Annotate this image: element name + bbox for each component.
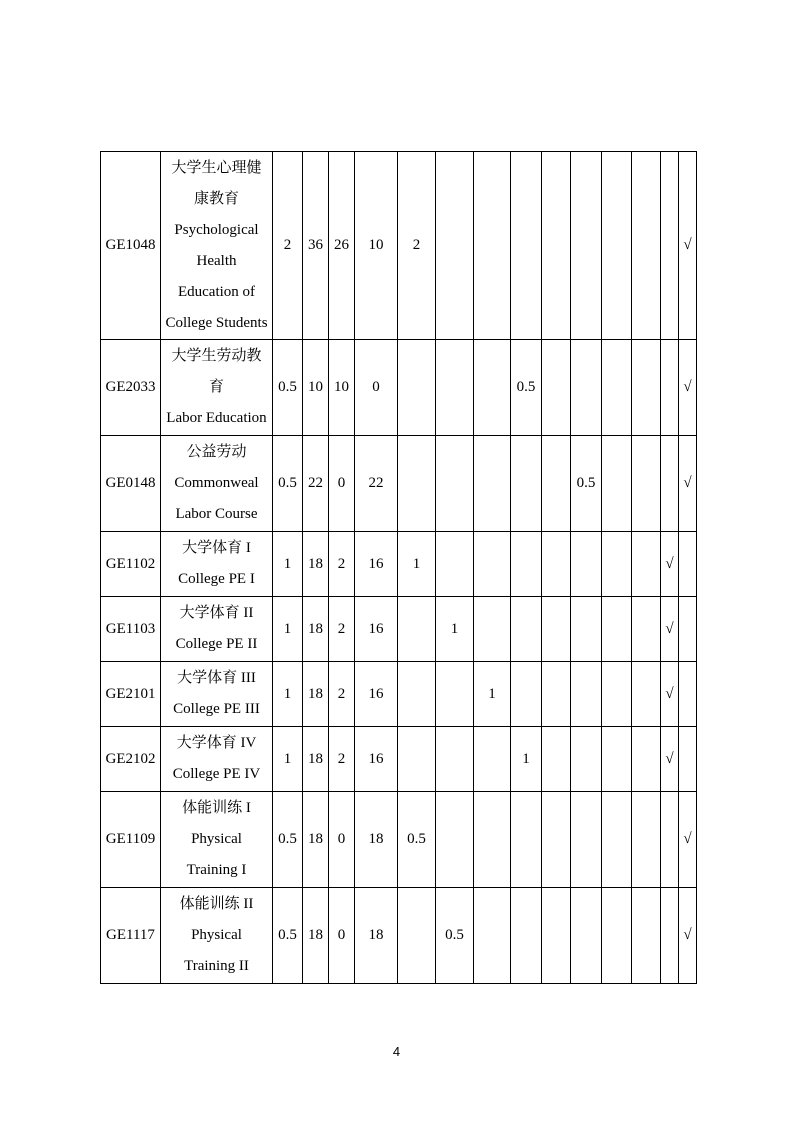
value-cell: 1 xyxy=(273,662,303,727)
value-cell xyxy=(571,888,602,984)
value-cell: 10 xyxy=(303,340,329,436)
value-cell: 0.5 xyxy=(571,436,602,532)
table-row xyxy=(101,792,697,888)
course-name-cell xyxy=(161,532,273,597)
value-cell xyxy=(602,888,632,984)
course-name-cell xyxy=(161,152,273,340)
value-cell: 18 xyxy=(355,792,398,888)
value-cell: 1 xyxy=(474,662,511,727)
value-cell xyxy=(398,662,436,727)
value-cell xyxy=(571,662,602,727)
value-cell xyxy=(602,662,632,727)
value-cell xyxy=(661,152,679,340)
table-body xyxy=(101,152,697,984)
value-cell: 18 xyxy=(303,597,329,662)
value-cell xyxy=(632,792,661,888)
value-cell xyxy=(602,792,632,888)
value-cell: 0.5 xyxy=(273,436,303,532)
value-cell xyxy=(436,152,474,340)
course-name-line: College PE III xyxy=(173,701,260,717)
value-cell: 1 xyxy=(511,727,542,792)
value-cell xyxy=(632,532,661,597)
value-cell xyxy=(542,597,571,662)
value-cell: √ xyxy=(679,340,697,436)
value-cell xyxy=(511,152,542,340)
value-cell: 0.5 xyxy=(273,340,303,436)
value-cell xyxy=(542,727,571,792)
value-cell xyxy=(542,662,571,727)
value-cell xyxy=(679,597,697,662)
value-cell: 26 xyxy=(329,152,355,340)
value-cell: 0.5 xyxy=(398,792,436,888)
course-name-line: 大学体育 III xyxy=(177,670,256,686)
value-cell: 36 xyxy=(303,152,329,340)
value-cell: 22 xyxy=(355,436,398,532)
course-name-line: Commonweal xyxy=(174,475,259,491)
table-row xyxy=(101,340,697,436)
value-cell xyxy=(571,727,602,792)
value-cell: 16 xyxy=(355,662,398,727)
table-row xyxy=(101,888,697,984)
table-row xyxy=(101,152,697,340)
value-cell: √ xyxy=(679,888,697,984)
course-name-cell xyxy=(161,436,273,532)
course-name-line: College PE II xyxy=(175,636,258,652)
course-code-cell: GE1109 xyxy=(101,792,161,888)
table-row xyxy=(101,532,697,597)
course-name-line: 公益劳动 xyxy=(186,444,247,460)
value-cell xyxy=(542,888,571,984)
value-cell xyxy=(511,888,542,984)
value-cell xyxy=(679,727,697,792)
value-cell xyxy=(632,727,661,792)
value-cell: 16 xyxy=(355,597,398,662)
value-cell: 18 xyxy=(355,888,398,984)
value-cell xyxy=(632,340,661,436)
value-cell xyxy=(679,532,697,597)
course-name-line: 大学生心理健 xyxy=(171,159,262,176)
value-cell xyxy=(632,662,661,727)
value-cell xyxy=(511,597,542,662)
value-cell xyxy=(398,340,436,436)
value-cell: 0 xyxy=(329,792,355,888)
value-cell xyxy=(436,792,474,888)
course-name-line: Training I xyxy=(186,862,247,878)
value-cell xyxy=(474,152,511,340)
value-cell: 0.5 xyxy=(273,792,303,888)
value-cell xyxy=(602,152,632,340)
value-cell xyxy=(511,792,542,888)
course-name-line: College Students xyxy=(165,314,268,331)
value-cell xyxy=(436,340,474,436)
course-code-cell: GE1102 xyxy=(101,532,161,597)
value-cell xyxy=(571,152,602,340)
course-name-line: 体能训练 I xyxy=(182,800,251,816)
value-cell xyxy=(542,532,571,597)
value-cell: √ xyxy=(679,436,697,532)
value-cell: 2 xyxy=(329,597,355,662)
value-cell: 16 xyxy=(355,727,398,792)
value-cell xyxy=(602,727,632,792)
value-cell: 18 xyxy=(303,888,329,984)
course-name-line: 康教育 xyxy=(193,190,239,207)
value-cell: √ xyxy=(661,662,679,727)
value-cell xyxy=(436,532,474,597)
value-cell xyxy=(632,152,661,340)
value-cell xyxy=(632,436,661,532)
value-cell xyxy=(511,662,542,727)
course-code-cell: GE2101 xyxy=(101,662,161,727)
course-name-cell xyxy=(161,792,273,888)
value-cell: √ xyxy=(679,792,697,888)
course-name-line: 育 xyxy=(208,379,224,395)
value-cell: 0.5 xyxy=(436,888,474,984)
value-cell: 1 xyxy=(273,727,303,792)
value-cell xyxy=(398,888,436,984)
value-cell: 18 xyxy=(303,662,329,727)
course-code-cell: GE2033 xyxy=(101,340,161,436)
course-name-line: Labor Education xyxy=(166,410,267,426)
course-name-line: College PE I xyxy=(178,571,255,587)
value-cell: 2 xyxy=(329,727,355,792)
value-cell xyxy=(661,888,679,984)
value-cell xyxy=(632,888,661,984)
course-name-line: Labor Course xyxy=(175,506,258,522)
value-cell xyxy=(398,727,436,792)
value-cell: 1 xyxy=(398,532,436,597)
value-cell xyxy=(661,792,679,888)
value-cell xyxy=(474,888,511,984)
value-cell xyxy=(511,436,542,532)
course-name-line: Education of xyxy=(177,283,256,300)
value-cell xyxy=(474,792,511,888)
value-cell: 2 xyxy=(398,152,436,340)
value-cell: 1 xyxy=(436,597,474,662)
value-cell: 0 xyxy=(329,436,355,532)
course-name-cell xyxy=(161,597,273,662)
table-row xyxy=(101,597,697,662)
value-cell xyxy=(398,597,436,662)
value-cell: 1 xyxy=(273,597,303,662)
value-cell: √ xyxy=(661,532,679,597)
course-name-cell xyxy=(161,888,273,984)
value-cell xyxy=(632,597,661,662)
value-cell: 0 xyxy=(355,340,398,436)
value-cell xyxy=(474,340,511,436)
value-cell xyxy=(542,792,571,888)
course-name-line: Health xyxy=(196,252,237,269)
table-row xyxy=(101,727,697,792)
value-cell: √ xyxy=(679,152,697,340)
course-name-line: 大学体育 II xyxy=(179,605,254,621)
value-cell: 16 xyxy=(355,532,398,597)
course-table xyxy=(100,151,697,984)
table-row xyxy=(101,436,697,532)
value-cell xyxy=(661,340,679,436)
value-cell: √ xyxy=(661,597,679,662)
course-code-cell: GE1103 xyxy=(101,597,161,662)
course-name-line: 体能训练 II xyxy=(179,896,254,912)
value-cell: 18 xyxy=(303,792,329,888)
course-name-line: Training II xyxy=(184,958,249,974)
value-cell: 2 xyxy=(329,662,355,727)
value-cell: 18 xyxy=(303,727,329,792)
value-cell: 2 xyxy=(329,532,355,597)
page-number: 4 xyxy=(392,1044,401,1059)
value-cell xyxy=(436,662,474,727)
value-cell: 10 xyxy=(329,340,355,436)
course-name-cell xyxy=(161,340,273,436)
value-cell xyxy=(571,792,602,888)
value-cell xyxy=(542,152,571,340)
value-cell xyxy=(571,597,602,662)
course-code-cell: GE2102 xyxy=(101,727,161,792)
course-name-line: College PE IV xyxy=(172,766,261,782)
value-cell xyxy=(571,532,602,597)
value-cell: 10 xyxy=(355,152,398,340)
course-name-line: Physical xyxy=(191,831,242,847)
value-cell xyxy=(398,436,436,532)
table-row xyxy=(101,662,697,727)
value-cell: 18 xyxy=(303,532,329,597)
value-cell: 2 xyxy=(273,152,303,340)
value-cell xyxy=(602,340,632,436)
value-cell xyxy=(511,532,542,597)
course-name-cell xyxy=(161,727,273,792)
value-cell xyxy=(661,436,679,532)
value-cell xyxy=(474,532,511,597)
value-cell xyxy=(436,436,474,532)
value-cell xyxy=(602,597,632,662)
course-code-cell: GE0148 xyxy=(101,436,161,532)
value-cell: 0.5 xyxy=(273,888,303,984)
value-cell xyxy=(436,727,474,792)
value-cell: √ xyxy=(661,727,679,792)
course-name-line: 大学生劳动教 xyxy=(171,348,262,364)
course-code-cell: GE1117 xyxy=(101,888,161,984)
value-cell xyxy=(474,727,511,792)
course-name-line: Physical xyxy=(191,927,242,943)
value-cell xyxy=(542,340,571,436)
value-cell: 1 xyxy=(273,532,303,597)
value-cell: 22 xyxy=(303,436,329,532)
course-code-cell: GE1048 xyxy=(101,152,161,340)
value-cell xyxy=(679,662,697,727)
value-cell xyxy=(542,436,571,532)
value-cell xyxy=(474,436,511,532)
course-name-line: 大学体育 I xyxy=(182,540,251,556)
value-cell: 0.5 xyxy=(511,340,542,436)
course-name-line: 大学体育 IV xyxy=(176,735,257,751)
course-name-cell xyxy=(161,662,273,727)
course-name-line: Psychological xyxy=(174,221,259,238)
value-cell xyxy=(602,532,632,597)
value-cell xyxy=(474,597,511,662)
value-cell xyxy=(571,340,602,436)
value-cell xyxy=(602,436,632,532)
value-cell: 0 xyxy=(329,888,355,984)
